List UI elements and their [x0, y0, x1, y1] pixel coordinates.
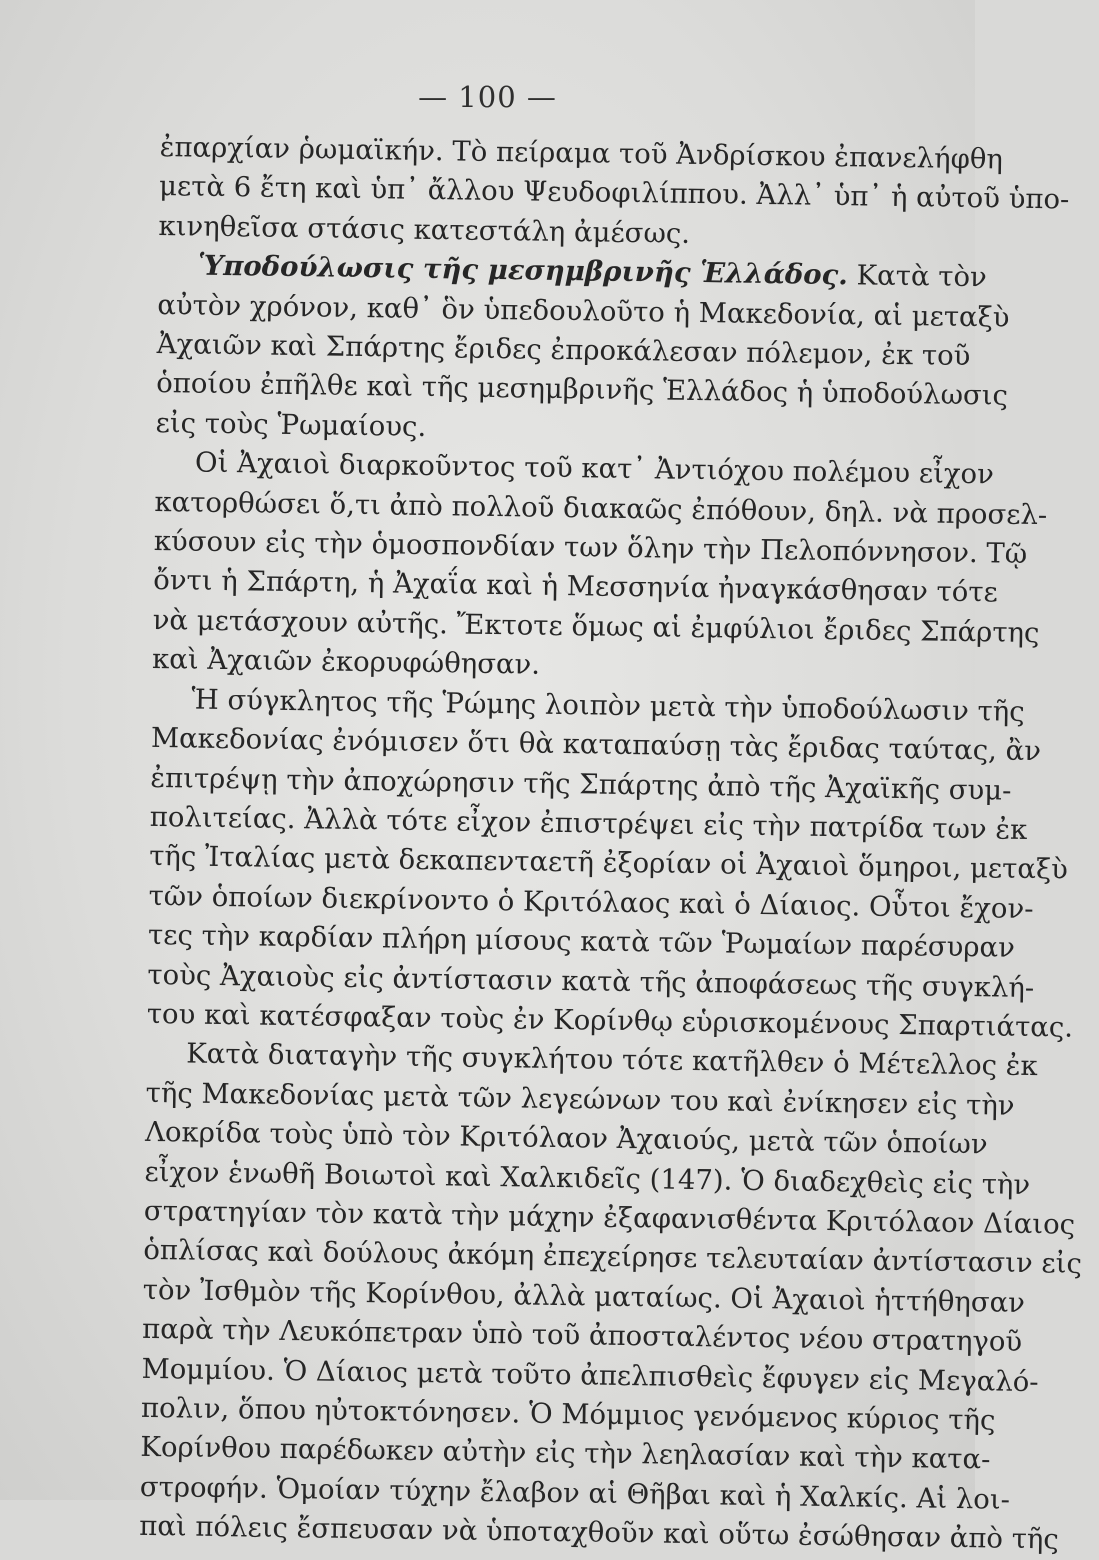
text-line: κινηθεῖσα στάσις κατεστάλη ἀμέσως. [158, 209, 691, 250]
text-line: τῆς Μακεδονίας μετὰ τῶν λεγεώνων του καὶ ἐνίκησεν εἰς τὴν [145, 1076, 1015, 1122]
text-line: νὰ μετάσχουν αὐτῆς. Ἔκτοτε ὅμως αἱ ἐμφύλιοι ἔριδες Σπάρτης [152, 603, 1040, 649]
text-line: στροφήν. Ὁμοίαν τύχην ἔλαβον αἱ Θῆβαι καὶ ἡ Χαλκίς. Αἱ λοι- [139, 1470, 1011, 1516]
text-line: πολιτείας. Ἀλλὰ τότε εἶχον ἐπιστρέψει εἰς τὴν πατρίδα των ἐκ [149, 800, 1028, 846]
text-line: του καὶ κατέσφαξαν τοὺς ἐν Κορίνθῳ εὑρισκομένους Σπαρτιάτας. [146, 997, 1074, 1044]
text-line: πολιν, ὅπου ηὐτοκτόνησεν. Ὁ Μόμμιος γενόμενος κύριος τῆς [140, 1391, 996, 1437]
text-line: τὸν Ἰσθμὸν τῆς Κορίνθου, ἀλλὰ ματαίως. Οἱ Ἀχαιοὶ ἡττήθησαν [142, 1273, 1026, 1319]
text-line: Μομμίου. Ὁ Δίαιος μετὰ τοῦτο ἀπελπισθεὶς ἔφυγεν εἰς Μεγαλό- [141, 1352, 1039, 1398]
text-line: καὶ Ἀχαιῶν ἐκορυφώθησαν. [151, 643, 541, 681]
text-line: ἐπιτρέψῃ τὴν ἀποχώρησιν τῆς Σπάρτης ἀπὸ τῆς Ἀχαϊκῆς συμ- [150, 761, 1012, 807]
text-line: κατορθώσει ὅ,τι ἀπὸ πολλοῦ διακαῶς ἐπόθουν, δηλ. νὰ προσελ- [154, 485, 1048, 531]
text-line: Ἀχαιῶν καὶ Σπάρτης ἔριδες ἐπροκάλεσαν πόλεμον, ἐκ τοῦ [156, 328, 971, 373]
text-line: Κορίνθου παρέδωκεν αὐτὴν εἰς τὴν λεηλασίαν καὶ τὴν κατα- [140, 1431, 991, 1476]
text-line: εἰς τοὺς Ῥωμαίους. [155, 406, 427, 443]
text-line: τῆς Ἰταλίας μετὰ δεκαπενταετῆ ἐξορίαν οἱ Ἀχαιοὶ ὅμηροι, μεταξὺ [148, 840, 1069, 886]
section-heading: Ὑποδούλωσις τῆς μεσημβρινῆς Ἑλλάδος. [197, 249, 849, 292]
text-line: εἶχον ἑνωθῆ Βοιωτοὶ καὶ Χαλκιδεῖς (147). Ὁ διαδεχθεὶς εἰς τὴν [144, 1155, 1031, 1201]
text-line: ὄντι ἡ Σπάρτη, ἡ Ἀχαΐα καὶ ἡ Μεσσηνία ἠναγκάσθησαν τότε [153, 564, 999, 609]
text-line: Μακεδονίας ἐνόμισεν ὅτι θὰ καταπαύσῃ τὰς ἔριδας ταύτας, ἂν [150, 722, 1042, 768]
text-line: μετὰ 6 ἔτη καὶ ὑπ᾽ ἄλλου Ψευδοφιλίππου. Ἀλλ᾽ ὑπ᾽ ἡ αὐτοῦ ὑπο- [158, 170, 1070, 216]
text-line: παρὰ τὴν Λευκόπετραν ὑπὸ τοῦ ἀποσταλέντος νέου στρατηγοῦ [141, 1313, 1023, 1359]
text-line: ὁπλίσας καὶ δούλους ἀκόμη ἐπεχείρησε τελευταίαν ἀντίστασιν εἰς [143, 1234, 1083, 1281]
text-line: τοὺς Ἀχαιοὺς εἰς ἀντίστασιν κατὰ τῆς ἀποφάσεως τῆς συγκλή- [147, 958, 1035, 1004]
text-line: Κατὰ διαταγὴν τῆς συγκλήτου τότε κατῆλθεν ὁ Μέτελλος ἐκ [186, 1037, 1038, 1083]
page-number: — 100 — [418, 80, 557, 114]
text-line: τες τὴν καρδίαν πλήρη μίσους κατὰ τῶν Ῥωμαίων παρέσυραν [147, 919, 1016, 964]
text-line: ὁποίου ἐπῆλθε καὶ τῆς μεσημβρινῆς Ἑλλάδος ἡ ὑποδούλωσις [155, 367, 1009, 413]
text-line: Ἡ σύγκλητος τῆς Ῥώμης λοιπὸν μετὰ τὴν ὑποδούλωσιν τῆς [191, 683, 1025, 728]
text-line: στρατηγίαν τὸν κατὰ τὴν μάχην ἐξαφανισθέντα Κριτόλαον Δίαιος [143, 1194, 1076, 1241]
text-line: ἐπαρχίαν ῥωμαϊκήν. Τὸ πείραμα τοῦ Ἀνδρίσκου ἐπανελήφθη [159, 130, 1004, 176]
text-line: Λοκρίδα τοὺς ὑπὸ τὸν Κριτόλαον Ἀχαιούς, μετὰ τῶν ὁποίων [144, 1116, 988, 1161]
text-line: αὐτὸν χρόνον, καθ᾽ ὃν ὑπεδουλοῦτο ἡ Μακεδονία, αἱ μεταξὺ [157, 288, 1010, 334]
text-line: Κατὰ τὸν [856, 259, 987, 294]
text-line: Οἱ Ἀχαιοὶ διαρκοῦντος τοῦ κατ᾽ Ἀντιόχου πολέμου εἶχον [194, 446, 995, 491]
text-line: παὶ πόλεις ἔσπευσαν νὰ ὑποταχθοῦν καὶ οὕτω ἐσώθησαν ἀπὸ τῆς [139, 1510, 1060, 1556]
text-line: κύσουν εἰς τὴν ὁμοσπονδίαν των ὅλην τὴν Πελοπόννησον. Τῷ [153, 525, 1028, 570]
text-line: τῶν ὁποίων διεκρίνοντο ὁ Κριτόλαος καὶ ὁ Δίαιος. Οὗτοι ἔχον- [148, 879, 1034, 925]
body-text [139, 128, 1083, 1558]
